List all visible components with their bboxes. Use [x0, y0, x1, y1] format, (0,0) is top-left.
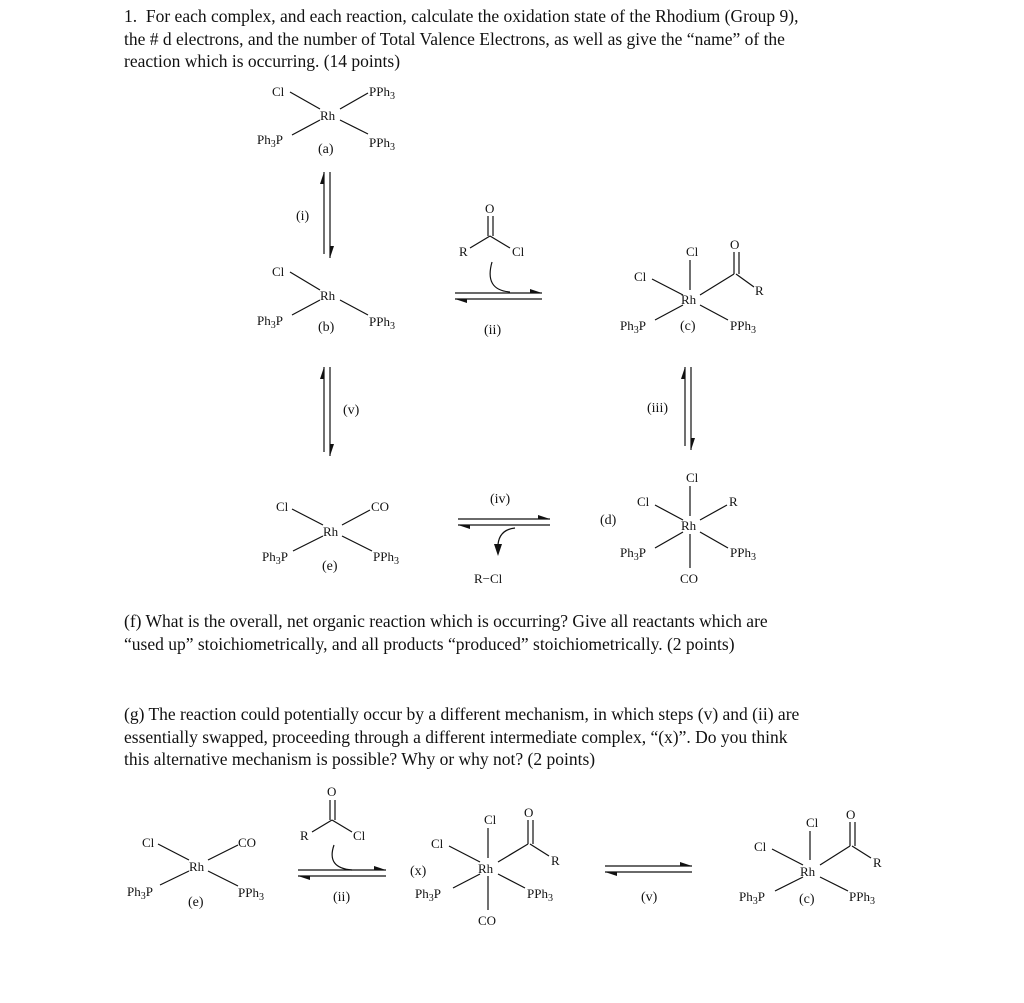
rhodium-atom: Rh: [478, 861, 494, 876]
equilibrium-arrow-v-alt: [605, 862, 692, 905]
complex-a: [257, 84, 395, 157]
alkyl-group: R: [729, 494, 738, 509]
chloride-atom: Cl: [272, 264, 285, 279]
phosphine-ligand: P: [638, 545, 646, 560]
svg-text:PPh3: [369, 135, 395, 153]
phosphine-ligand: P: [757, 889, 765, 904]
subscript: 3: [140, 891, 146, 902]
phosphine-ligand: PPh: [369, 135, 390, 150]
carbonyl-ligand: CO: [680, 571, 699, 586]
equilibrium-arrow-ii-alt: [298, 845, 386, 905]
svg-text:Ph3P: [739, 889, 765, 907]
subscript: 3: [428, 893, 434, 904]
subscript: 3: [389, 142, 395, 153]
subscript: 3: [393, 556, 399, 567]
complex-label-a: (a): [318, 142, 334, 157]
complex-d: [600, 470, 756, 586]
complex-label-e: (e): [322, 559, 338, 574]
chloride-atom: Cl: [272, 84, 285, 99]
svg-text:Ph3P: [415, 886, 441, 904]
phosphine-ligand: PPh: [369, 314, 390, 329]
subscript: 3: [547, 893, 553, 904]
alkyl-group: R: [755, 283, 764, 298]
phosphine-ligand: Ph: [127, 884, 141, 899]
alkyl-group: R: [300, 828, 309, 843]
phosphine-ligand: P: [433, 886, 441, 901]
chloride-atom: Cl: [806, 815, 819, 830]
complex-label-c: (c): [680, 319, 696, 334]
complex-b: [257, 264, 395, 335]
subscript: 3: [389, 91, 395, 102]
phosphine-ligand: PPh: [373, 549, 394, 564]
subscript: 3: [869, 896, 875, 907]
complex-e: [262, 499, 399, 574]
complex-label-x: (x): [410, 864, 427, 879]
chloride-atom: Cl: [686, 244, 699, 259]
carbonyl-ligand: CO: [371, 499, 390, 514]
question-intro-line: the # d electrons, and the number of Total Valence Electrons, as well as give the “name” of the: [124, 28, 785, 49]
phosphine-ligand: PPh: [730, 318, 751, 333]
oxygen-atom: O: [485, 201, 495, 216]
subscript: 3: [270, 320, 276, 331]
svg-text:PPh3: [730, 318, 756, 336]
phosphine-ligand: P: [145, 884, 153, 899]
rhodium-atom: Rh: [681, 518, 697, 533]
carbonyl-ligand: CO: [478, 913, 497, 928]
complex-label-b: (b): [318, 320, 335, 335]
question-intro-line: reaction which is occurring. (14 points): [124, 51, 401, 71]
chloride-atom: Cl: [276, 499, 289, 514]
equilibrium-arrow-v: [320, 367, 360, 456]
step-label-v: (v): [641, 890, 658, 905]
chloride-atom: Cl: [512, 244, 525, 259]
question-g-line: (g) The reaction could potentially occur by a different mechanism, in which steps (v) and (ii) are: [124, 704, 800, 724]
alkyl-group: R: [551, 853, 560, 868]
phosphine-ligand: P: [638, 318, 646, 333]
phosphine-ligand: PPh: [369, 84, 390, 99]
phosphine-ligand: P: [275, 132, 283, 147]
step-label-i: (i): [296, 209, 310, 224]
phosphine-ligand: PPh: [527, 886, 548, 901]
phosphine-ligand: Ph: [257, 132, 271, 147]
chloride-atom: Cl: [142, 835, 155, 850]
rhodium-atom: Rh: [320, 288, 336, 303]
equilibrium-arrow-ii: [455, 262, 542, 338]
complex-label-e: (e): [188, 895, 204, 910]
chloride-atom: Cl: [686, 470, 699, 485]
subscript: 3: [750, 325, 756, 336]
phosphine-ligand: Ph: [620, 318, 634, 333]
question-g-line: this alternative mechanism is possible? Why or why not? (2 points): [124, 749, 596, 769]
chloride-atom: Cl: [353, 828, 366, 843]
acid-chloride-formula: R−Cl: [474, 571, 503, 586]
svg-text:Ph3P: [620, 318, 646, 336]
complex-c: [620, 237, 764, 336]
phosphine-ligand: PPh: [730, 545, 751, 560]
complex-label-d: (d): [600, 513, 617, 528]
oxygen-atom: O: [846, 807, 856, 822]
alkyl-group: R: [873, 855, 882, 870]
subscript: 3: [258, 892, 264, 903]
carbonyl-ligand: CO: [238, 835, 257, 850]
oxygen-atom: O: [524, 805, 534, 820]
acid-chloride-reagent-alt: [300, 784, 366, 843]
phosphine-ligand: PPh: [849, 889, 870, 904]
svg-text:Ph3P: [620, 545, 646, 563]
rhodium-atom: Rh: [800, 864, 816, 879]
question-intro-text: For each complex, and each reaction, calculate the oxidation state of the Rhodium (Group 9),: [145, 6, 799, 26]
phosphine-ligand: Ph: [620, 545, 634, 560]
svg-text:PPh3: [369, 314, 395, 332]
svg-text:Ph3P: [257, 313, 283, 331]
rhodium-atom: Rh: [681, 292, 697, 307]
equilibrium-arrow-i: [296, 172, 334, 258]
svg-text:PPh3: [373, 549, 399, 567]
subscript: 3: [389, 321, 395, 332]
subscript: 3: [752, 896, 758, 907]
phosphine-ligand: PPh: [238, 885, 259, 900]
rhodium-atom: Rh: [323, 524, 339, 539]
equilibrium-arrow-iii: [647, 367, 695, 450]
phosphine-ligand: Ph: [262, 549, 276, 564]
chloride-atom: Cl: [754, 839, 767, 854]
chloride-atom: Cl: [484, 812, 497, 827]
subscript: 3: [633, 552, 639, 563]
chloride-atom: Cl: [634, 269, 647, 284]
svg-text:Ph3P: [127, 884, 153, 902]
alkyl-group: R: [459, 244, 468, 259]
subscript: 3: [633, 325, 639, 336]
svg-text:PPh3: [238, 885, 264, 903]
svg-text:PPh3: [369, 84, 395, 102]
svg-text:PPh3: [849, 889, 875, 907]
subscript: 3: [275, 556, 281, 567]
chloride-atom: Cl: [637, 494, 650, 509]
question-number: 1.: [124, 6, 138, 26]
rhodium-atom: Rh: [320, 108, 336, 123]
complex-c-alt: [739, 807, 882, 907]
equilibrium-arrow-iv: [458, 492, 550, 586]
phosphine-ligand: P: [280, 549, 288, 564]
subscript: 3: [270, 139, 276, 150]
question-f-line: (f) What is the overall, net organic reaction which is occurring? Give all reactants which are: [124, 611, 768, 631]
complex-label-c: (c): [799, 892, 815, 907]
step-label-ii: (ii): [333, 890, 351, 905]
question-g-line: essentially swapped, proceeding through a different intermediate complex, “(x)”. Do you think: [124, 726, 788, 747]
step-label-ii: (ii): [484, 323, 502, 338]
svg-text:Ph3P: [257, 132, 283, 150]
chloride-atom: Cl: [431, 836, 444, 851]
svg-text:PPh3: [527, 886, 553, 904]
oxygen-atom: O: [730, 237, 740, 252]
step-label-v: (v): [343, 403, 360, 418]
step-label-iii: (iii): [647, 401, 668, 416]
svg-text:PPh3: [730, 545, 756, 563]
phosphine-ligand: Ph: [739, 889, 753, 904]
subscript: 3: [750, 552, 756, 563]
complex-x: [410, 805, 560, 928]
phosphine-ligand: Ph: [415, 886, 429, 901]
phosphine-ligand: Ph: [257, 313, 271, 328]
oxygen-atom: O: [327, 784, 337, 799]
phosphine-ligand: P: [275, 313, 283, 328]
svg-text:Ph3P: [262, 549, 288, 567]
rhodium-atom: Rh: [189, 859, 205, 874]
question-f-line: “used up” stoichiometrically, and all products “produced” stoichiometrically. (2 points): [124, 633, 735, 654]
complex-e-alt: [127, 835, 264, 910]
acid-chloride-reagent: [459, 201, 525, 259]
step-label-iv: (iv): [490, 492, 511, 507]
